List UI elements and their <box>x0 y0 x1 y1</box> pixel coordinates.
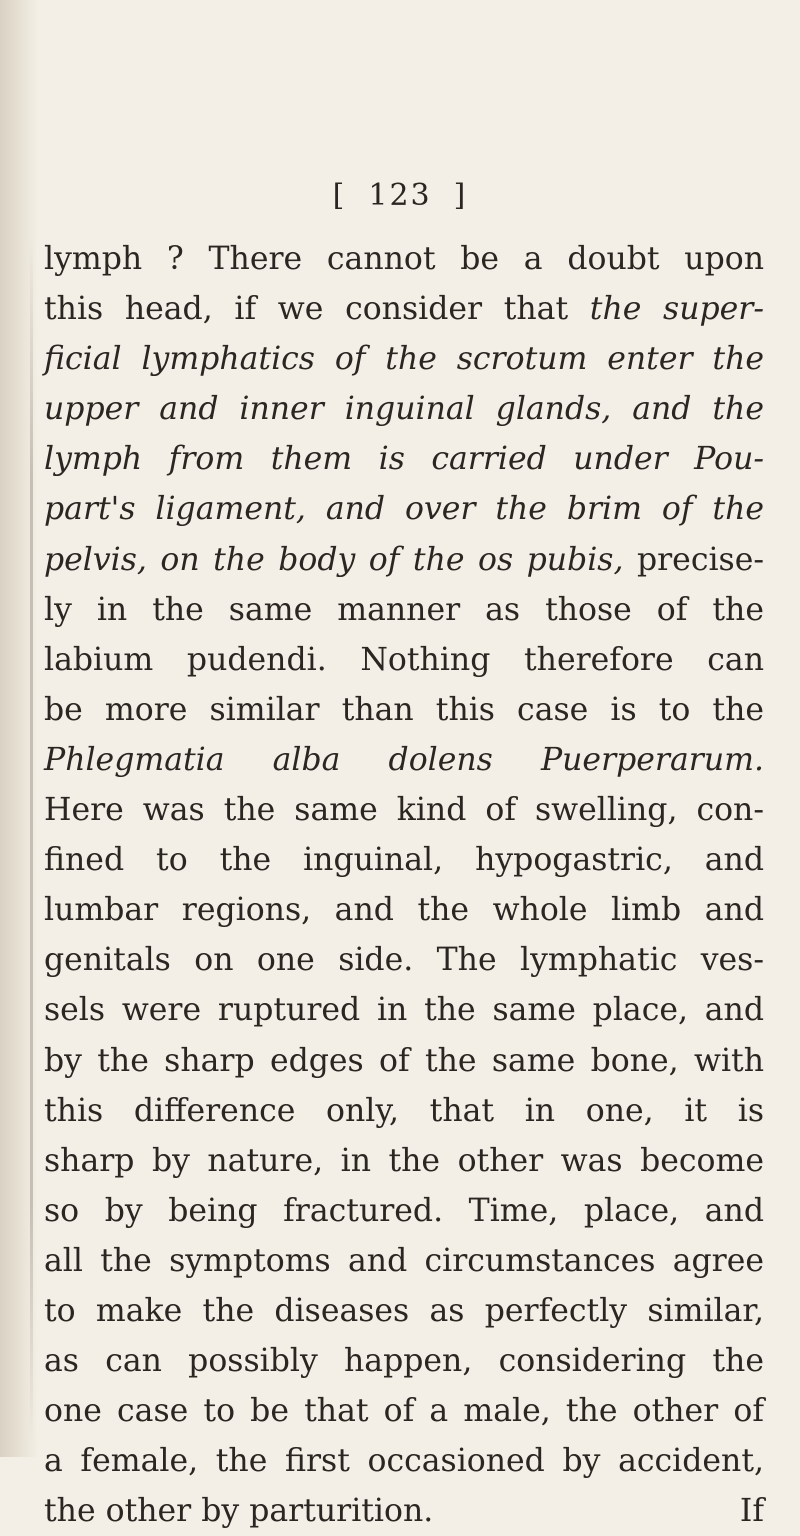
binding-edge <box>30 240 33 1440</box>
text-line: sharp by nature, in the other was become <box>44 1142 764 1179</box>
text-line: lymph ? There cannot be a doubt upon <box>44 241 764 277</box>
text-line: Phlegmatia alba dolens Puerperarum. <box>44 741 764 778</box>
text-line: fined to the inguinal, hypogastric, and <box>44 842 764 879</box>
text-line: to make the diseases as perfectly similar, <box>44 1292 764 1329</box>
text-line: by the sharp edges of the same bone, with <box>44 1042 764 1079</box>
text-line: lumbar regions, and the whole limb and <box>44 892 764 929</box>
text-line: be more similar than this case is to the <box>44 691 764 728</box>
text-line: lymph from them is carried under Pou- <box>44 441 764 478</box>
text-line: so by being fractured. Time, place, and <box>44 1192 764 1229</box>
text-line: one case to be that of a male, the other of <box>44 1393 764 1430</box>
page-number: 123 <box>368 178 432 213</box>
text-line: a female, the first occasioned by accident, <box>44 1443 764 1480</box>
text-line: pelvis, on the body of the os pubis, precise- <box>44 541 764 578</box>
bracket-open: [ <box>332 178 347 213</box>
text-line: genitals on one side. The lymphatic ves- <box>44 942 764 979</box>
catchword: If <box>739 1493 764 1530</box>
text-line: all the symptoms and circumstances agree <box>44 1242 764 1279</box>
text-line: Here was the same kind of swelling, con- <box>44 792 764 829</box>
text-line: labium pudendi. Nothing therefore can <box>44 641 764 678</box>
body-text <box>44 234 764 1536</box>
text-line: part's ligament, and over the brim of the <box>44 491 764 528</box>
text-line: ficial lymphatics of the scrotum enter the <box>44 341 764 378</box>
text-line: this difference only, that in one, it is <box>44 1092 764 1129</box>
text-line: this head, if we consider that the super- <box>44 291 764 328</box>
text-line: ly in the same manner as those of the <box>44 591 764 628</box>
bracket-close: ] <box>453 178 468 213</box>
page-number-header <box>0 178 800 213</box>
text-line: sels were ruptured in the same place, and <box>44 992 764 1029</box>
text-line: upper and inner inguinal glands, and the <box>44 391 764 428</box>
text-line-catchword: the other by parturition. If <box>44 1486 764 1536</box>
text-line: as can possibly happen, considering the <box>44 1343 764 1380</box>
